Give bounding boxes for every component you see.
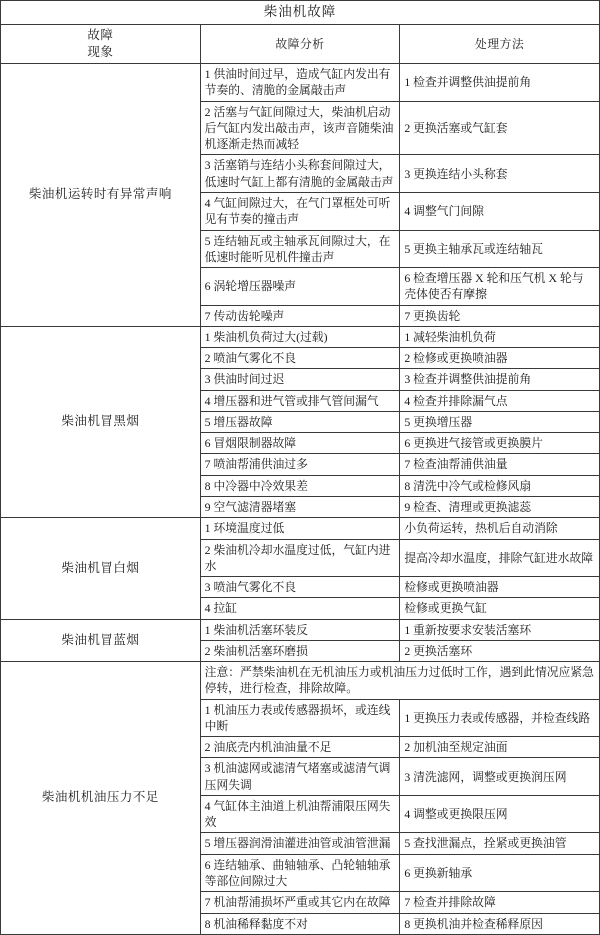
symptom-cell: 柴油机冒黑烟 [1, 326, 201, 517]
analysis-cell: 1 环境温度过低 [200, 518, 400, 539]
method-cell: 8 更换机油并检查稀释原因 [400, 913, 600, 934]
analysis-cell: 1 柴油机负荷过大(过载) [200, 326, 400, 347]
method-cell: 1 更换压力表或传感器，并检查线路 [400, 699, 600, 737]
method-cell: 检修或更换气缸 [400, 598, 600, 619]
method-cell: 1 检查并调整供油提前角 [400, 64, 600, 102]
section-note: 注意：严禁柴油机在无机油压力或机油压力过低时工作，遇到此情况应紧急停转，进行检查，排除故障。 [200, 662, 599, 700]
analysis-cell: 6 连结轴承、曲轴轴承、凸轮轴轴承等部位间隙过大 [200, 854, 400, 892]
method-cell: 4 检查并排除漏气点 [400, 390, 600, 411]
method-cell: 3 更换连结小头称套 [400, 155, 600, 193]
analysis-cell: 4 气缸体主油道上机油帮浦限压网失效 [200, 795, 400, 833]
method-cell: 7 检查并排除故障 [400, 892, 600, 913]
table-body [1, 1, 600, 935]
table-row [1, 619, 600, 640]
analysis-cell: 2 柴油机冷却水温度过低，气缸内进水 [200, 539, 400, 577]
title-row [1, 1, 600, 25]
analysis-cell: 2 活塞与气缸间隙过大，柴油机启动后气缸内发出敲击声，该声音随柴油机逐渐走热而减轻 [200, 101, 400, 155]
method-cell: 5 更换增压器 [400, 411, 600, 432]
method-cell: 6 更换进气接管或更换膜片 [400, 433, 600, 454]
symptom-cell: 柴油机运转时有异常声响 [1, 64, 201, 327]
method-cell: 9 检查、清理或更换滤蕊 [400, 496, 600, 517]
analysis-cell: 2 喷油气雾化不良 [200, 348, 400, 369]
analysis-cell: 6 涡轮增压器噪声 [200, 268, 400, 306]
symptom-cell: 柴油机冒白烟 [1, 518, 201, 619]
method-cell: 3 检查并调整供油提前角 [400, 369, 600, 390]
method-cell: 4 调整气门间隙 [400, 192, 600, 230]
analysis-cell: 5 连结轴瓦或主轴承瓦间隙过大，在低速时能听见机件撞击声 [200, 230, 400, 268]
method-cell: 4 调整或更换限压网 [400, 795, 600, 833]
analysis-cell: 2 柴油机活塞环磨损 [200, 640, 400, 661]
header-method: 处理方法 [400, 24, 600, 64]
symptom-cell: 柴油机冒蓝烟 [1, 619, 201, 662]
method-cell: 检修或更换喷油器 [400, 577, 600, 598]
analysis-cell: 4 气缸间隙过大，在气门罩框处可听见有节奏的撞击声 [200, 192, 400, 230]
method-cell: 7 检查油帮浦供油量 [400, 454, 600, 475]
method-cell: 6 检查增压器 X 轮和压气机 X 轮与壳体使否有摩擦 [400, 268, 600, 306]
table-row [1, 64, 600, 102]
method-cell: 5 更换主轴承瓦或连结轴瓦 [400, 230, 600, 268]
analysis-cell: 3 机油滤网或滤清气堵塞或滤清气调压网失调 [200, 758, 400, 796]
analysis-cell: 9 空气滤清器堵塞 [200, 496, 400, 517]
method-cell: 2 检修或更换喷油器 [400, 348, 600, 369]
analysis-cell: 4 增压器和进气管或排气管间漏气 [200, 390, 400, 411]
method-cell: 8 清洗中冷气或检修风扇 [400, 475, 600, 496]
analysis-cell: 1 机油压力表或传感器损坏，或连线中断 [200, 699, 400, 737]
header-row [1, 24, 600, 64]
analysis-cell: 3 供油时间过迟 [200, 369, 400, 390]
method-cell: 2 更换活塞环 [400, 640, 600, 661]
header-analysis: 故障分析 [200, 24, 400, 64]
method-cell: 3 清洗滤网，调整或更换润压网 [400, 758, 600, 796]
header-symptom [1, 24, 201, 64]
method-cell: 提高冷却水温度，排除气缸进水故障 [400, 539, 600, 577]
table-row [1, 518, 600, 539]
analysis-cell: 5 增压器故障 [200, 411, 400, 432]
analysis-cell: 8 机油稀释黏度不对 [200, 913, 400, 934]
analysis-cell: 1 柴油机活塞环装反 [200, 619, 400, 640]
method-cell: 1 重新按要求安装活塞环 [400, 619, 600, 640]
analysis-cell: 7 喷油帮浦供油过多 [200, 454, 400, 475]
method-cell: 小负荷运转，热机后自动消除 [400, 518, 600, 539]
method-cell: 5 查找泄漏点，拴紧或更换油管 [400, 833, 600, 854]
analysis-cell: 5 增压器润滑油灌进油管或油管泄漏 [200, 833, 400, 854]
analysis-cell: 8 中冷器中冷效果差 [200, 475, 400, 496]
document-title: 柴油机故障 [1, 1, 600, 25]
method-cell: 2 加机油至规定油面 [400, 737, 600, 758]
analysis-cell: 7 传动齿轮噪声 [200, 305, 400, 326]
method-cell: 7 更换齿轮 [400, 305, 600, 326]
analysis-cell: 1 供油时间过早，造成气缸内发出有节奏的、清脆的金属敲击声 [200, 64, 400, 102]
analysis-cell: 7 机油帮浦损坏严重或其它内在故障 [200, 892, 400, 913]
method-cell: 2 更换活塞或气缸套 [400, 101, 600, 155]
table-row [1, 326, 600, 347]
analysis-cell: 3 活塞销与连结小头称套间隙过大，低速时气缸上都有清脆的金属敲击声 [200, 155, 400, 193]
header-symptom-line1: 故障 [87, 27, 114, 42]
analysis-cell: 6 冒烟限制器故障 [200, 433, 400, 454]
analysis-cell: 2 油底壳内机油油量不足 [200, 737, 400, 758]
header-symptom-line2: 现象 [87, 44, 114, 59]
method-cell: 1 减轻柴油机负荷 [400, 326, 600, 347]
analysis-cell: 4 拉缸 [200, 598, 400, 619]
method-cell: 6 更换新轴承 [400, 854, 600, 892]
analysis-cell: 3 喷油气雾化不良 [200, 577, 400, 598]
symptom-cell: 柴油机机油压力不足 [1, 662, 201, 935]
table-row [1, 662, 600, 700]
